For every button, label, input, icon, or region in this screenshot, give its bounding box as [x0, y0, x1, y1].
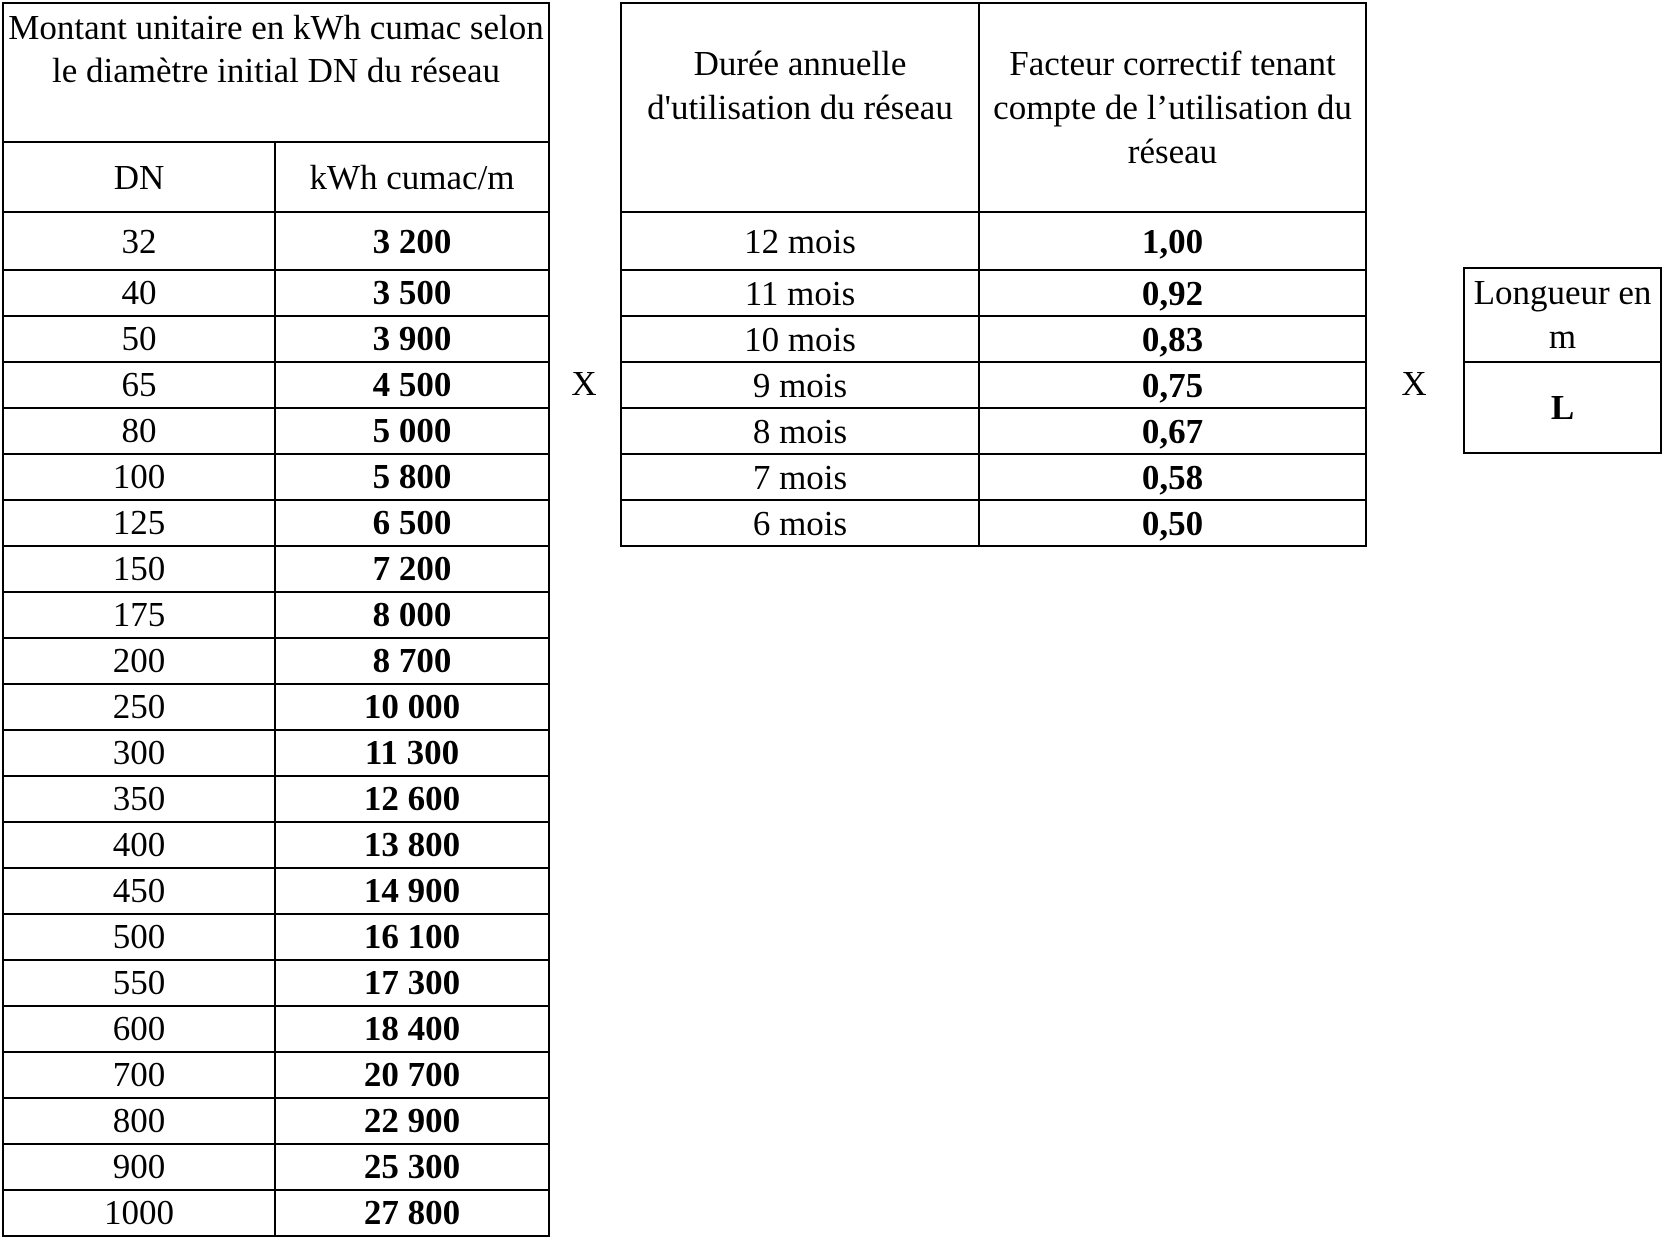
dn-cell: 65	[3, 362, 275, 408]
kwh-cell: 10 000	[275, 684, 549, 730]
table-row	[3, 212, 549, 270]
table-row	[3, 362, 549, 408]
table-row	[621, 212, 1366, 270]
table-row	[3, 776, 549, 822]
dn-cell: 100	[3, 454, 275, 500]
table-row	[3, 1144, 549, 1190]
table-row	[3, 638, 549, 684]
kwh-cell: 8 000	[275, 592, 549, 638]
table-row	[3, 546, 549, 592]
usage-duration-table	[620, 2, 1367, 547]
dn-cell: 300	[3, 730, 275, 776]
duration-cell: 8 mois	[621, 408, 979, 454]
duration-cell: 11 mois	[621, 270, 979, 316]
table-row	[3, 1190, 549, 1236]
kwh-cell: 6 500	[275, 500, 549, 546]
dn-cell: 250	[3, 684, 275, 730]
dn-cell: 1000	[3, 1190, 275, 1236]
table-row	[3, 1006, 549, 1052]
table-row	[3, 408, 549, 454]
dn-cell: 600	[3, 1006, 275, 1052]
kwh-cell: 18 400	[275, 1006, 549, 1052]
dn-cell: 700	[3, 1052, 275, 1098]
dn-cell: 500	[3, 914, 275, 960]
duration-cell: 10 mois	[621, 316, 979, 362]
dn-cell: 400	[3, 822, 275, 868]
kwh-cell: 5 800	[275, 454, 549, 500]
dn-cell: 350	[3, 776, 275, 822]
dn-cell: 175	[3, 592, 275, 638]
kwh-cell: 20 700	[275, 1052, 549, 1098]
dn-cell: 900	[3, 1144, 275, 1190]
factor-cell: 0,58	[979, 454, 1366, 500]
dn-cell: 40	[3, 270, 275, 316]
dn-cell: 80	[3, 408, 275, 454]
table-row	[621, 454, 1366, 500]
duration-cell: 7 mois	[621, 454, 979, 500]
kwh-cell: 5 000	[275, 408, 549, 454]
factor-cell: 0,50	[979, 500, 1366, 546]
kwh-cell: 7 200	[275, 546, 549, 592]
table-row	[621, 408, 1366, 454]
factor-column-header: Facteur correctif tenant compte de l’utilisation du réseau	[979, 3, 1366, 212]
dn-cell: 50	[3, 316, 275, 362]
table-row	[621, 270, 1366, 316]
factor-cell: 0,83	[979, 316, 1366, 362]
table-row	[3, 1098, 549, 1144]
kwh-cell: 4 500	[275, 362, 549, 408]
length-header: Longueur en m	[1464, 268, 1661, 362]
table-row	[3, 730, 549, 776]
kwh-cell: 8 700	[275, 638, 549, 684]
kwh-cell: 3 500	[275, 270, 549, 316]
table-row	[3, 454, 549, 500]
table-row	[3, 914, 549, 960]
kwh-column-header: kWh cumac/m	[275, 142, 549, 212]
dn-cell: 150	[3, 546, 275, 592]
dn-cell: 32	[3, 212, 275, 270]
dn-cell: 125	[3, 500, 275, 546]
kwh-cell: 11 300	[275, 730, 549, 776]
table-row	[3, 960, 549, 1006]
kwh-cell: 13 800	[275, 822, 549, 868]
table-row	[3, 500, 549, 546]
table-row	[3, 1052, 549, 1098]
length-table	[1463, 267, 1662, 454]
duration-cell: 9 mois	[621, 362, 979, 408]
table-row	[621, 362, 1366, 408]
dn-cell: 800	[3, 1098, 275, 1144]
kwh-cell: 3 200	[275, 212, 549, 270]
kwh-cell: 16 100	[275, 914, 549, 960]
kwh-cell: 25 300	[275, 1144, 549, 1190]
kwh-cell: 22 900	[275, 1098, 549, 1144]
kwh-cell: 27 800	[275, 1190, 549, 1236]
duration-cell: 6 mois	[621, 500, 979, 546]
multiply-operator-2: X	[1401, 364, 1427, 403]
factor-cell: 1,00	[979, 212, 1366, 270]
table-row	[621, 500, 1366, 546]
table-row	[3, 822, 549, 868]
dn-table-title: Montant unitaire en kWh cumac selon le diamètre initial DN du réseau	[3, 3, 549, 142]
kwh-cell: 3 900	[275, 316, 549, 362]
table-row	[3, 684, 549, 730]
factor-cell: 0,67	[979, 408, 1366, 454]
table-row	[3, 270, 549, 316]
factor-cell: 0,75	[979, 362, 1366, 408]
duration-column-header: Durée annuelle d'utilisation du réseau	[621, 3, 979, 212]
multiply-operator-1: X	[571, 364, 597, 403]
factor-cell: 0,92	[979, 270, 1366, 316]
dn-column-header: DN	[3, 142, 275, 212]
dn-unit-amount-table	[2, 2, 550, 1237]
dn-cell: 200	[3, 638, 275, 684]
table-row	[3, 868, 549, 914]
dn-cell: 550	[3, 960, 275, 1006]
kwh-cell: 12 600	[275, 776, 549, 822]
table-row	[3, 592, 549, 638]
table-row	[3, 316, 549, 362]
kwh-cell: 14 900	[275, 868, 549, 914]
table-row	[621, 316, 1366, 362]
duration-cell: 12 mois	[621, 212, 979, 270]
kwh-cell: 17 300	[275, 960, 549, 1006]
length-value: L	[1464, 362, 1661, 453]
dn-cell: 450	[3, 868, 275, 914]
